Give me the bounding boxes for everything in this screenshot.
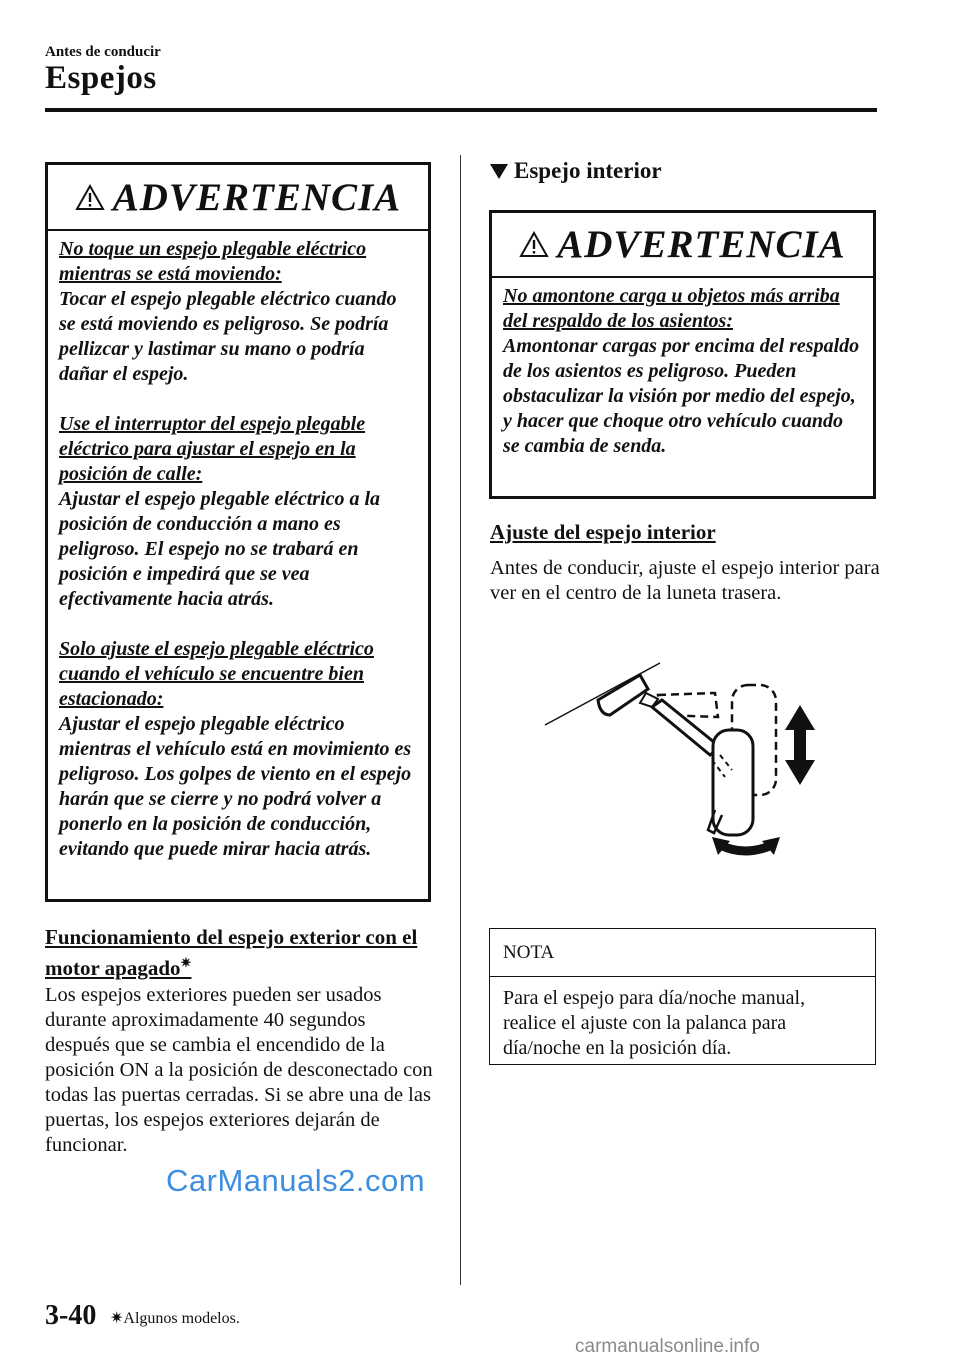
warning-text-2: Ajustar el espejo plegable eléctrico a la posición de conducción a mano es peligroso. El espejo no se trabará en posición e impedirá que se vea efectivamente hacia atrás.	[59, 488, 381, 610]
warning-header	[492, 213, 873, 278]
footnote: ✷Algunos modelos.	[110, 1310, 240, 1327]
site-watermark: carmanualsonline.info	[575, 1336, 760, 1357]
adjust-mirror-heading: Ajuste del espejo interior	[490, 520, 716, 544]
note-text: Para el espejo para día/noche manual, realice el ajuste con la palanca para día/noche en la posición día.	[503, 987, 806, 1059]
note-header: NOTA	[490, 929, 875, 977]
some-models-mark: ✷	[180, 955, 192, 970]
warning-label: ADVERTENCIA	[112, 175, 402, 219]
watermark-logo: CarManuals2.com	[166, 1163, 426, 1198]
page-number: 3-40	[45, 1300, 97, 1331]
warning-triangle-icon	[75, 184, 105, 211]
adjust-mirror-text: Antes de conducir, ajuste el espejo interior para ver en el centro de la luneta trasera.	[490, 557, 880, 604]
warning-header	[48, 165, 428, 231]
section-label: Antes de conducir	[45, 44, 161, 60]
warning-text: Amontonar cargas por encima del respaldo de los asientos es peligroso. Pueden obstaculizar la visión por medio del espejo, y hacer que choque otro vehículo cuando se cambia de senda.	[503, 335, 860, 457]
warning-body	[492, 278, 873, 469]
warning-box-folding-mirror	[45, 162, 431, 902]
warning-text-1: Tocar el espejo plegable eléctrico cuando se está moviendo es peligroso. Se podría pellizcar y lastimar su mano o podría dañar el espejo.	[59, 288, 397, 385]
warning-heading-3: Solo ajuste el espejo plegable eléctrico cuando el vehículo se encuentre bien estacionado:	[59, 638, 374, 710]
note-box	[489, 928, 876, 1065]
warning-heading-2: Use el interruptor del espejo plegable eléctrico para ajustar el espejo en la posición de calle:	[59, 413, 366, 485]
warning-box-cargo	[489, 210, 876, 499]
column-divider	[460, 155, 461, 1285]
page-title: Espejos	[45, 60, 157, 96]
warning-label: ADVERTENCIA	[557, 223, 846, 266]
engine-off-text: Los espejos exteriores pueden ser usados durante aproximadamente 40 segundos después que se cambia el encendido de la posición ON a la posición de desconectado con todas las puertas cerradas. Si se abre una de las puertas, los espejos exteriores dejarán de funcionar.	[45, 984, 433, 1156]
section-triangle-icon	[490, 164, 508, 179]
warning-heading: No amontone carga u objetos más arriba del respaldo de los asientos:	[503, 285, 840, 332]
warning-text-3: Ajustar el espejo plegable eléctrico mientras el vehículo está en movimiento es peligroso. Los golpes de viento en el espejo harán que se cierre y no podrá volver a ponerlo en la posición de conducción, evitando que puede mirar hacia atrás.	[59, 713, 412, 860]
warning-triangle-icon	[519, 231, 549, 258]
warning-body	[48, 231, 428, 872]
header-divider	[45, 108, 877, 112]
warning-heading-1: No toque un espejo plegable eléctrico mientras se está moviendo:	[59, 238, 367, 285]
engine-off-heading: Funcionamiento del espejo exterior con el motor apagado✷	[45, 925, 418, 980]
interior-mirror-section-title: Espejo interior	[490, 158, 662, 184]
rearview-mirror-illustration	[540, 655, 825, 870]
